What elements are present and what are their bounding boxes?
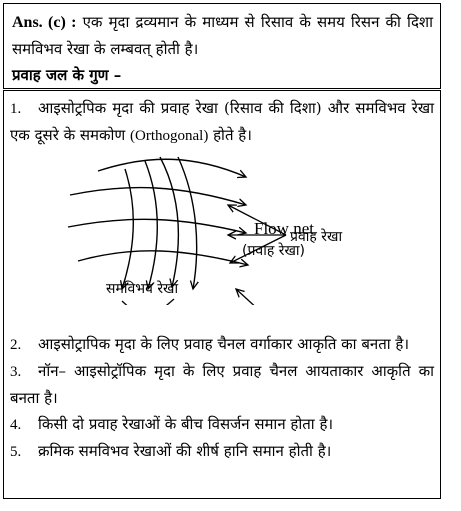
flow-net-subtitle: (प्रवाह रेखा) <box>242 243 305 259</box>
point-text: नॉन– आइसोट्रॉपिक मृदा के लिए प्रवाह चैनल आयताकार आकृति का बनता है। <box>10 362 434 407</box>
flow-net-diagram <box>10 149 434 305</box>
equipotential-line <box>145 161 157 289</box>
equipotential-line <box>160 157 178 287</box>
point-number: 3. <box>10 364 22 380</box>
point-text: किसी दो प्रवाह रेखाओं के बीच विसर्जन समान होता है। <box>38 415 334 433</box>
flow-line <box>78 251 248 265</box>
point-number: 4. <box>10 417 22 433</box>
point-text-end: होते है। <box>208 126 252 144</box>
equipotential-line <box>122 169 133 289</box>
point-3 <box>10 358 434 411</box>
answer-body: एक मृदा द्रव्यमान के माध्यम से रिसाव के समय रिसन की दिशा समविभव रेखा के लम्बवत् होती है। <box>12 13 433 58</box>
answer-text <box>12 9 433 62</box>
point-1 <box>10 95 434 149</box>
properties-heading: प्रवाह जल के गुण – <box>12 66 122 84</box>
answer-label: Ans. (c) : <box>12 14 77 31</box>
point-text: क्रमिक समविभव रेखाओं की शीर्ष हानि समान होती है। <box>38 442 332 460</box>
point-5 <box>10 438 434 465</box>
equipotential-label: समविभव रेखा <box>106 281 179 297</box>
diagram-spacer <box>10 305 434 331</box>
answer-box <box>3 3 441 89</box>
points-box <box>3 90 441 499</box>
point-latin-term: (Orthogonal) <box>130 128 209 144</box>
flow-line-label: प्रवाह रेखा <box>290 229 343 245</box>
flow-line <box>70 188 246 205</box>
point-text: आइसोट्रापिक मृदा के लिए प्रवाह चैनल वर्गाकार आकृति का बनता है। <box>38 335 410 353</box>
point-4 <box>10 411 434 438</box>
point-number: 2. <box>10 337 22 353</box>
point-number: 1. <box>10 101 22 117</box>
point-text: आइसोट्रपिक मृदा की प्रवाह रेखा (रिसाव की दिशा) और समविभव रेखा एक दूसरे के समकोण <box>10 99 434 144</box>
point-number: 5. <box>10 444 22 460</box>
flow-net-arrow <box>236 289 260 305</box>
point-2 <box>10 331 434 358</box>
flow-net-text: Flow net <box>254 219 314 238</box>
flow-line <box>98 159 246 177</box>
